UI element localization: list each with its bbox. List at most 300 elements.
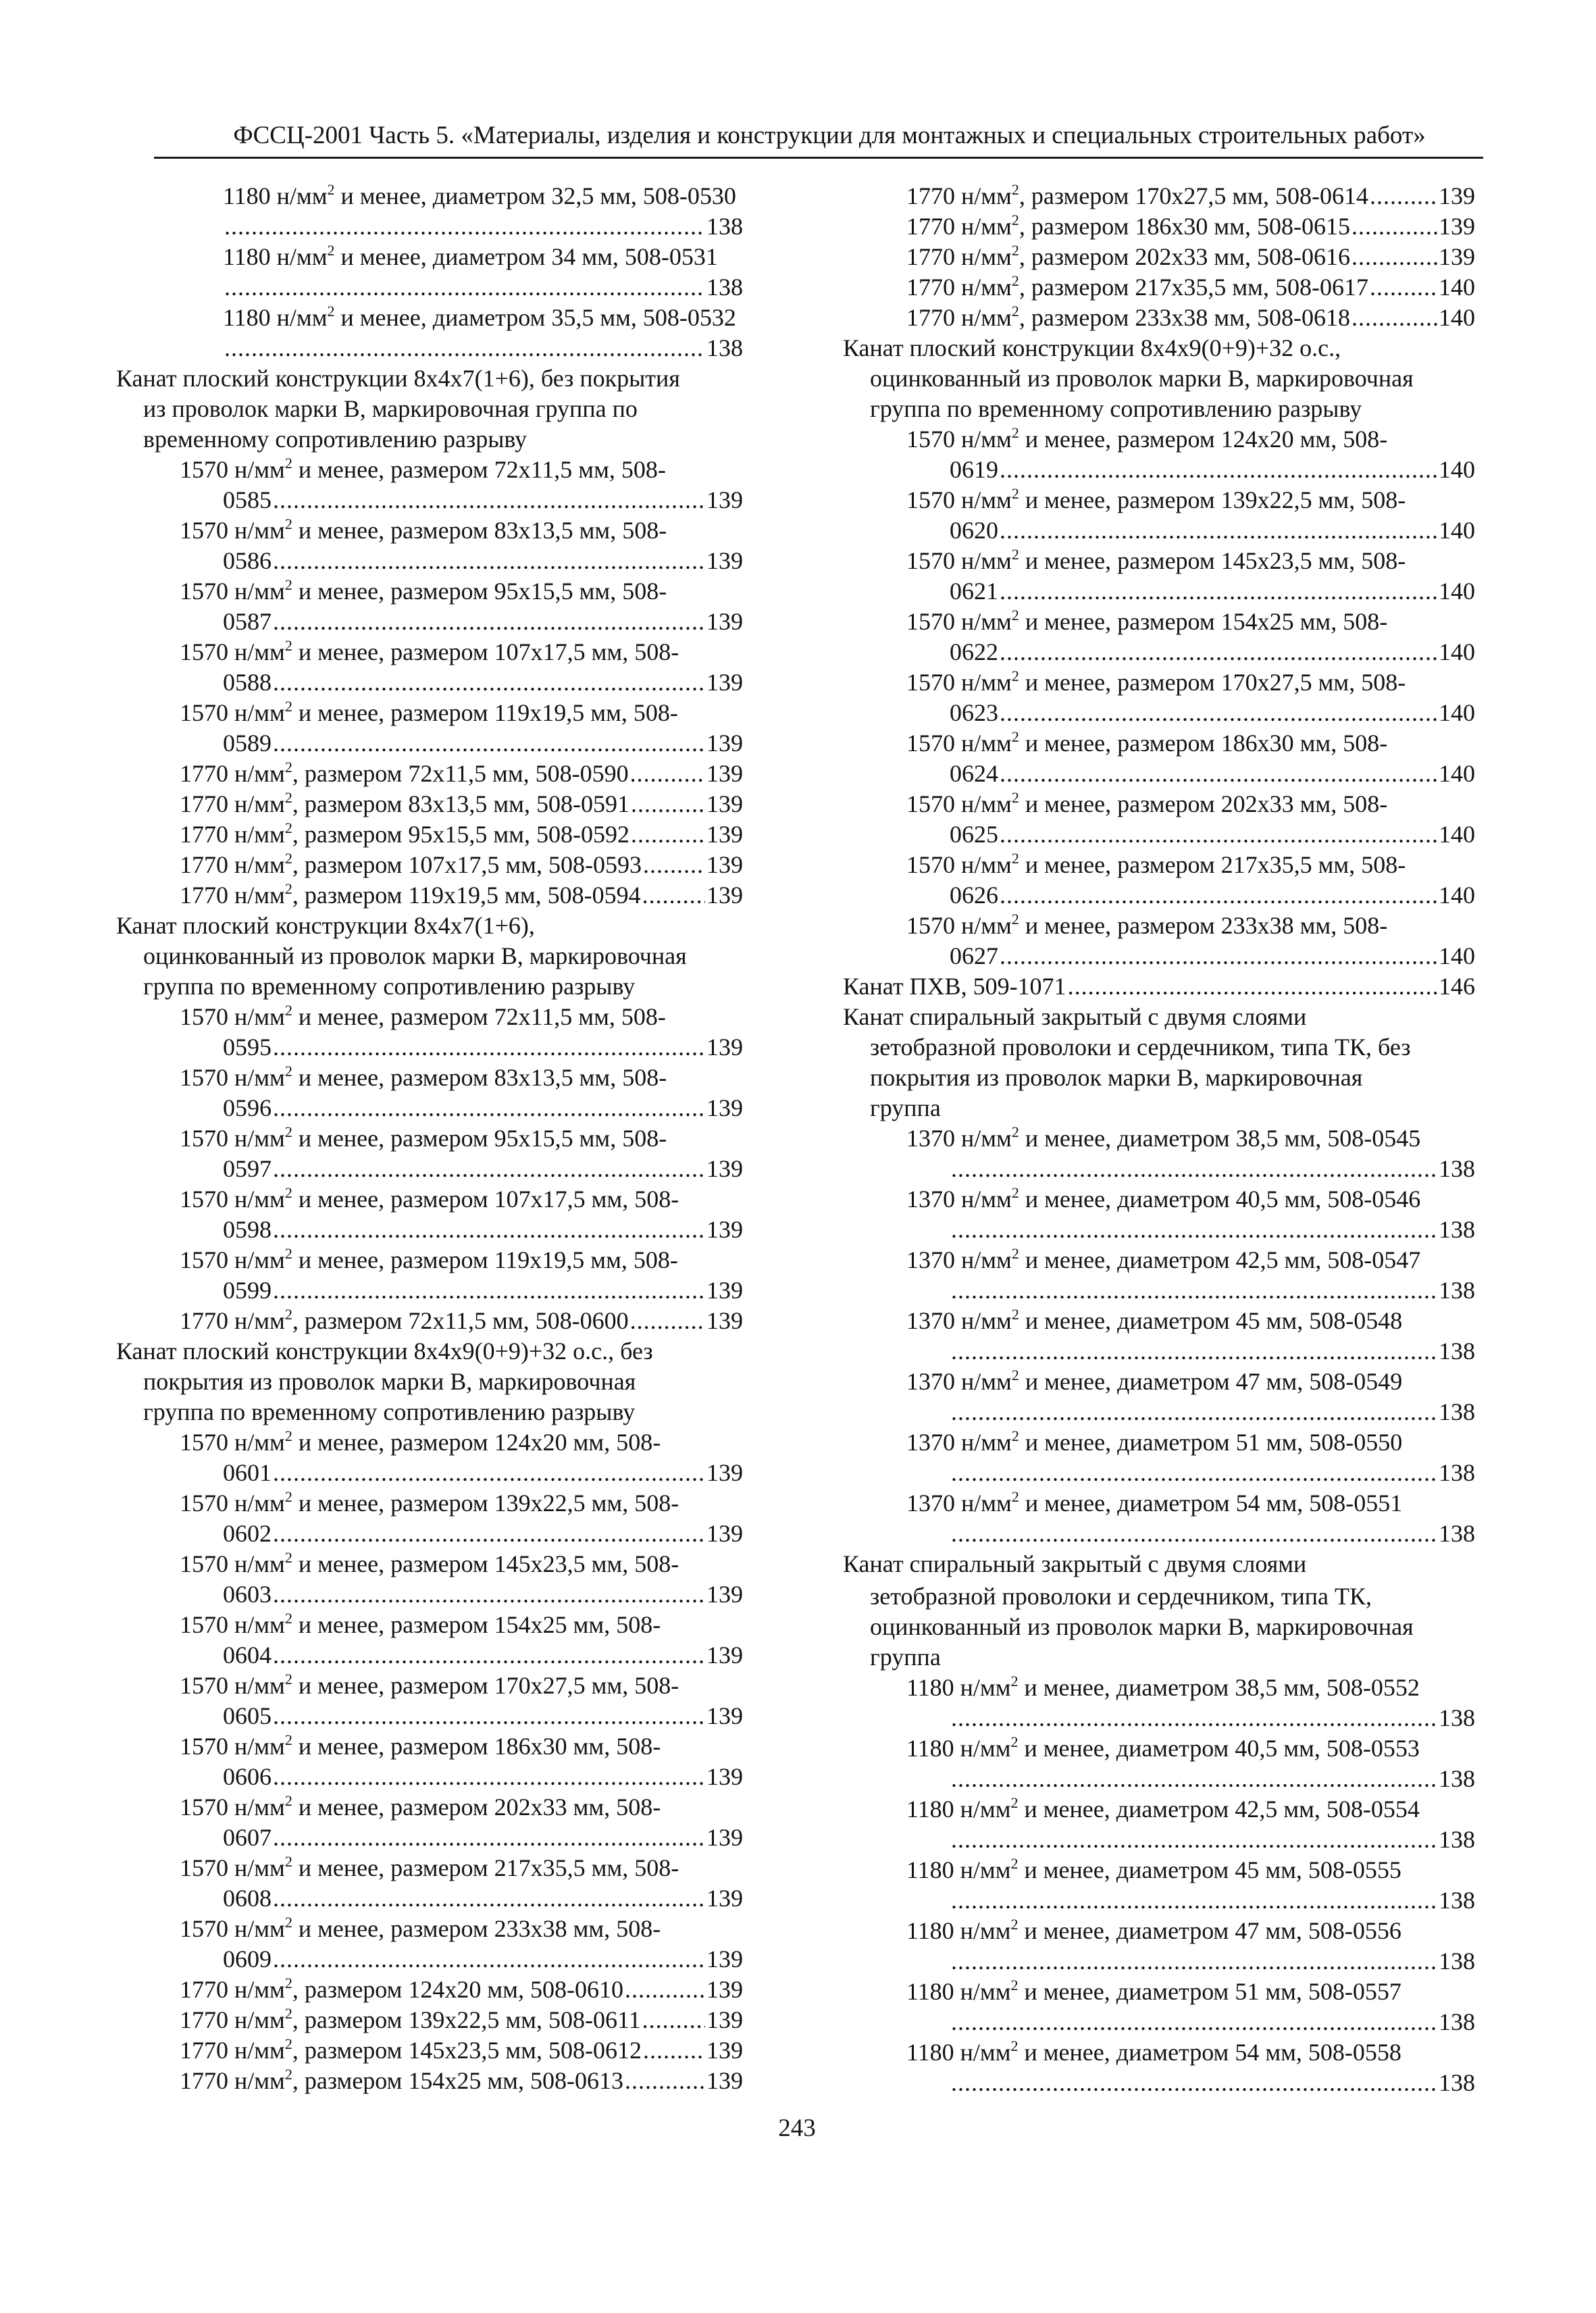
index-entry <box>116 576 743 607</box>
index-column-right <box>843 181 1475 2098</box>
index-entry <box>843 1275 1475 1306</box>
index-entry <box>116 637 743 667</box>
index-entry <box>843 1458 1475 1488</box>
entry-text: покрытия из проволок марки В, маркировочная <box>870 1064 1363 1091</box>
index-entry <box>843 1093 1475 1123</box>
entry-text: 0585 <box>223 486 272 513</box>
index-entry <box>116 941 743 971</box>
index-entry <box>843 1549 1475 1581</box>
dot-leader <box>1000 515 1437 546</box>
index-entry <box>116 1336 743 1367</box>
entry-text: 1770 $н/мм^2$, размером 83х13,5 мм, 508-0591 <box>180 789 629 817</box>
entry-text: 0619 <box>950 456 998 483</box>
entry-page-ref: 140 <box>1439 821 1475 848</box>
entry-page-ref: 146 <box>1439 973 1475 1000</box>
entry-text: 0587 <box>223 608 272 635</box>
entry-page-ref: 140 <box>1439 517 1475 544</box>
entry-text: 1570 $н/мм^2$ и менее, размером 72х11,5 мм, 508- <box>180 455 666 483</box>
dot-leader <box>273 1215 705 1245</box>
entry-text: 1570 $н/мм^2$ и менее, размером 233х38 мм, 508- <box>906 911 1388 939</box>
index-entry <box>843 1642 1475 1673</box>
entry-text: 1770 $н/мм^2$, размером 139х22,5 мм, 508-0611 <box>180 2005 641 2033</box>
index-entry <box>843 424 1475 455</box>
index-entry <box>116 1519 743 1549</box>
index-entry <box>116 667 743 698</box>
entry-text: 1370 $н/мм^2$ и менее, диаметром 47 мм, 508-0549 <box>906 1367 1403 1395</box>
entry-page-ref: 139 <box>706 1216 743 1243</box>
index-entry <box>843 242 1475 272</box>
entry-page-ref: 139 <box>706 1824 743 1851</box>
entry-text: 1770 $н/мм^2$, размером 72х11,5 мм, 508-0600 <box>180 1306 629 1334</box>
dot-leader <box>625 1975 705 2005</box>
entry-text: 0609 <box>223 1946 272 1973</box>
index-entry <box>116 971 743 1002</box>
index-entry <box>843 1764 1475 1794</box>
entry-page-ref: 138 <box>706 334 743 361</box>
entry-text: 0586 <box>223 547 272 574</box>
entry-text: 1570 $н/мм^2$ и менее, размером 217х35,5 мм, 508- <box>180 1853 679 1881</box>
entry-page-ref: 139 <box>706 760 743 787</box>
entry-page-ref: 138 <box>706 213 743 240</box>
dot-leader <box>1000 455 1437 485</box>
entry-text: оцинкованный из проволок марки В, маркировочная <box>870 365 1414 392</box>
entry-text: 1570 $н/мм^2$ и менее, размером 72х11,5 мм, 508- <box>180 1002 666 1030</box>
index-entry <box>116 1367 743 1397</box>
entry-text: 1770 $н/мм^2$, размером 170х27,5 мм, 508-0614 <box>906 181 1368 209</box>
index-entry <box>843 363 1475 394</box>
index-entry <box>843 2007 1475 2037</box>
entry-page-ref: 138 <box>1439 1155 1475 1182</box>
index-entry <box>843 941 1475 971</box>
entry-text: 1770 $н/мм^2$, размером 107х17,5 мм, 508-0593 <box>180 850 642 878</box>
entry-text: группа по временному сопротивлению разрыву <box>143 973 636 1000</box>
entry-page-ref: 138 <box>1439 1765 1475 1792</box>
entry-text: группа <box>870 1644 941 1671</box>
entry-text: 1770 $н/мм^2$, размером 95х15,5 мм, 508-0592 <box>180 819 629 848</box>
index-entry <box>116 455 743 485</box>
dot-leader <box>951 1519 1437 1549</box>
index-entry <box>843 819 1475 850</box>
index-entry <box>116 2066 743 2096</box>
index-entry <box>116 1823 743 1853</box>
dot-leader <box>951 1397 1437 1427</box>
entry-page-ref: 139 <box>1439 243 1475 270</box>
index-entry <box>843 1733 1475 1764</box>
entry-page-ref: 140 <box>1439 942 1475 969</box>
entry-text: 0624 <box>950 760 998 787</box>
entry-text: 1570 $н/мм^2$ и менее, размером 107х17,5 мм, 508- <box>180 1184 679 1213</box>
entry-text: зетобразной проволоки и сердечником, типа ТК, без <box>870 1034 1411 1061</box>
index-entry <box>116 1184 743 1215</box>
entry-text: 1370 $н/мм^2$ и менее, диаметром 38,5 мм, 508-0545 <box>906 1123 1421 1152</box>
entry-text: временному сопротивлению разрыву <box>143 426 527 453</box>
header-rule <box>154 157 1483 159</box>
entry-text: 0602 <box>223 1520 272 1547</box>
index-entry <box>843 2037 1475 2068</box>
dot-leader <box>273 1093 705 1123</box>
index-entry <box>116 607 743 637</box>
index-entry <box>843 1794 1475 1825</box>
entry-text: 1570 $н/мм^2$ и менее, размером 124х20 мм, 508- <box>906 424 1388 453</box>
entry-page-ref: 139 <box>706 790 743 817</box>
index-entry <box>843 698 1475 728</box>
entry-text: Канат плоский конструкции 8х4х9(0+9)+32 о.с., без <box>116 1338 653 1365</box>
entry-text: 0606 <box>223 1763 272 1790</box>
entry-text: 1570 $н/мм^2$ и менее, размером 233х38 мм, 508- <box>180 1914 661 1942</box>
entry-text: 0603 <box>223 1581 272 1608</box>
index-entry <box>116 880 743 911</box>
entry-page-ref: 138 <box>1439 2069 1475 2096</box>
index-entry <box>843 515 1475 546</box>
dot-leader <box>273 1701 705 1731</box>
entry-page-ref: 139 <box>706 2067 743 2094</box>
entry-text: оцинкованный из проволок марки В, маркировочная <box>870 1613 1414 1640</box>
index-entry <box>843 1946 1475 1977</box>
dot-leader <box>643 2035 705 2066</box>
entry-text: 1570 $н/мм^2$ и менее, размером 119х19,5 мм, 508- <box>180 698 678 726</box>
entry-text: 1570 $н/мм^2$ и менее, размером 139х22,5 мм, 508- <box>180 1488 679 1517</box>
entry-text: 1180 $н/мм^2$ и менее, диаметром 45 мм, 508-0555 <box>906 1855 1401 1883</box>
entry-text: 1180 $н/мм^2$ и менее, диаметром 32,5 мм, 508-0530 <box>223 181 736 209</box>
dot-leader <box>951 1336 1437 1367</box>
dot-leader <box>1352 211 1437 242</box>
entry-page-ref: 140 <box>1439 699 1475 726</box>
entry-page-ref: 138 <box>1439 1338 1475 1365</box>
entry-text: 1370 $н/мм^2$ и менее, диаметром 54 мм, 508-0551 <box>906 1488 1403 1517</box>
entry-page-ref: 140 <box>1439 274 1475 301</box>
index-entry <box>116 2005 743 2035</box>
entry-text: 1180 $н/мм^2$ и менее, диаметром 34 мм, 508-0531 <box>223 242 718 270</box>
entry-page-ref: 140 <box>1439 638 1475 665</box>
entry-text: 1570 $н/мм^2$ и менее, размером 154х25 мм, 508- <box>180 1610 661 1638</box>
dot-leader <box>951 1154 1437 1184</box>
entry-page-ref: 139 <box>706 1307 743 1334</box>
dot-leader <box>273 1458 705 1488</box>
index-entry <box>843 911 1475 941</box>
entry-text: 1570 $н/мм^2$ и менее, размером 170х27,5 мм, 508- <box>906 667 1406 696</box>
entry-text: 0608 <box>223 1885 272 1912</box>
entry-text: Канат спиральный закрытый с двумя слоями <box>843 1003 1307 1030</box>
entry-page-ref: 139 <box>706 1702 743 1729</box>
entry-page-ref: 138 <box>1439 1887 1475 1914</box>
index-entry <box>843 667 1475 698</box>
dot-leader <box>1000 698 1437 728</box>
dot-leader <box>273 1883 705 1914</box>
index-entry <box>843 1032 1475 1063</box>
index-entry <box>843 576 1475 607</box>
entry-text: 1770 $н/мм^2$, размером 145х23,5 мм, 508-0612 <box>180 2035 642 2064</box>
entry-page-ref: 139 <box>706 1277 743 1304</box>
index-entry <box>843 1885 1475 1916</box>
entry-text: 1770 $н/мм^2$, размером 186х30 мм, 508-0615 <box>906 211 1350 240</box>
entry-text: 1570 $н/мм^2$ и менее, размером 170х27,5 мм, 508- <box>180 1671 679 1699</box>
entry-text: 0598 <box>223 1216 272 1243</box>
entry-page-ref: 138 <box>1439 1948 1475 1975</box>
index-entry <box>843 272 1475 303</box>
index-entry <box>116 211 743 242</box>
index-entry <box>116 515 743 546</box>
entry-page-ref: 138 <box>1439 1459 1475 1486</box>
entry-text: 0621 <box>950 578 998 605</box>
index-entry <box>116 1215 743 1245</box>
entry-page-ref: 138 <box>1439 1520 1475 1547</box>
index-entry <box>843 1367 1475 1397</box>
dot-leader <box>631 819 705 850</box>
dot-leader <box>1000 759 1437 789</box>
index-entry <box>843 1855 1475 1885</box>
entry-text: 1570 $н/мм^2$ и менее, размером 95х15,5 мм, 508- <box>180 576 667 605</box>
entry-text: 0627 <box>950 942 998 969</box>
dot-leader <box>1068 971 1437 1002</box>
entry-text: 1770 $н/мм^2$, размером 154х25 мм, 508-0613 <box>180 2066 623 2094</box>
entry-text: Канат плоский конструкции 8х4х7(1+6), <box>116 912 535 939</box>
entry-page-ref: 139 <box>706 2037 743 2064</box>
dot-leader <box>951 1825 1437 1855</box>
entry-page-ref: 139 <box>706 882 743 909</box>
index-entry <box>116 485 743 515</box>
index-entry <box>116 789 743 819</box>
index-entry <box>843 1825 1475 1855</box>
dot-leader <box>642 880 705 911</box>
entry-text: 1180 $н/мм^2$ и менее, диаметром 47 мм, 508-0556 <box>906 1916 1401 1944</box>
index-entry <box>116 1123 743 1154</box>
index-entry <box>843 303 1475 333</box>
index-entry <box>116 850 743 880</box>
entry-text: 1570 $н/мм^2$ и менее, размером 83х13,5 мм, 508- <box>180 1063 667 1091</box>
entry-text: 1570 $н/мм^2$ и менее, размером 145х23,5 мм, 508- <box>180 1549 679 1577</box>
index-entry <box>116 1275 743 1306</box>
index-entry <box>843 455 1475 485</box>
dot-leader <box>951 1458 1437 1488</box>
index-entry <box>843 971 1475 1002</box>
index-entry <box>116 1032 743 1063</box>
entry-text: 0588 <box>223 669 272 696</box>
entry-text: 1370 $н/мм^2$ и менее, диаметром 45 мм, 508-0548 <box>906 1306 1403 1334</box>
dot-leader <box>273 1823 705 1853</box>
entry-page-ref: 139 <box>706 1034 743 1061</box>
index-entry <box>116 1883 743 1914</box>
index-entry <box>116 1458 743 1488</box>
index-entry <box>843 1488 1475 1519</box>
entry-page-ref: 139 <box>1439 182 1475 209</box>
index-entry <box>843 1977 1475 2007</box>
index-entry <box>116 1397 743 1427</box>
entry-text: 0589 <box>223 730 272 757</box>
entry-text: Канат спиральный закрытый с двумя слоями <box>843 1550 1307 1577</box>
entry-page-ref: 139 <box>706 1642 743 1669</box>
index-entry <box>843 1002 1475 1032</box>
index-entry <box>116 1640 743 1671</box>
dot-leader <box>273 1762 705 1792</box>
index-entry <box>843 880 1475 911</box>
entry-page-ref: 139 <box>706 1946 743 1973</box>
dot-leader <box>273 485 705 515</box>
dot-leader <box>224 211 705 242</box>
entry-text: 1370 $н/мм^2$ и менее, диаметром 51 мм, 508-0550 <box>906 1427 1403 1456</box>
dot-leader <box>273 728 705 759</box>
entry-text: 0599 <box>223 1277 272 1304</box>
index-entry <box>843 546 1475 576</box>
entry-page-ref: 139 <box>706 1976 743 2003</box>
entry-text: 0622 <box>950 638 998 665</box>
dot-leader <box>273 1032 705 1063</box>
index-entry <box>116 1610 743 1640</box>
index-entry <box>843 181 1475 211</box>
index-entry <box>843 1612 1475 1642</box>
entry-text: 1570 $н/мм^2$ и менее, размером 145х23,5 мм, 508- <box>906 546 1406 574</box>
entry-page-ref: 139 <box>706 669 743 696</box>
entry-text: 0601 <box>223 1459 272 1486</box>
entry-text: 1570 $н/мм^2$ и менее, размером 95х15,5 мм, 508- <box>180 1123 667 1152</box>
index-entry <box>843 728 1475 759</box>
entry-text: 1180 $н/мм^2$ и менее, диаметром 38,5 мм, 508-0552 <box>906 1673 1420 1701</box>
entry-page-ref: 139 <box>706 821 743 848</box>
entry-text: 0595 <box>223 1034 272 1061</box>
entry-page-ref: 139 <box>706 1094 743 1121</box>
index-entry <box>843 1123 1475 1154</box>
entry-page-ref: 140 <box>1439 760 1475 787</box>
entry-text: 1370 $н/мм^2$ и менее, диаметром 40,5 мм, 508-0546 <box>906 1184 1421 1213</box>
dot-leader <box>631 789 705 819</box>
index-entry <box>116 1914 743 1944</box>
dot-leader <box>273 1579 705 1610</box>
dot-leader <box>642 2005 705 2035</box>
dot-leader <box>951 1215 1437 1245</box>
index-entry <box>843 1336 1475 1367</box>
entry-text: 1770 $н/мм^2$, размером 72х11,5 мм, 508-0590 <box>180 759 629 787</box>
entry-page-ref: 140 <box>1439 882 1475 909</box>
entry-page-ref: 138 <box>1439 2008 1475 2035</box>
index-entry <box>116 1245 743 1275</box>
entry-text: 0597 <box>223 1155 272 1182</box>
index-entry <box>843 1245 1475 1275</box>
entry-text: 0596 <box>223 1094 272 1121</box>
dot-leader <box>643 850 705 880</box>
index-entry <box>843 485 1475 515</box>
index-entry <box>116 1792 743 1823</box>
index-entry <box>843 1581 1475 1612</box>
entry-page-ref: 139 <box>706 1763 743 1790</box>
entry-text: 0623 <box>950 699 998 726</box>
index-entry <box>843 333 1475 363</box>
entry-text: 1180 $н/мм^2$ и менее, диаметром 40,5 мм, 508-0553 <box>906 1733 1420 1762</box>
entry-text: Канат ПХВ, 509-1071 <box>843 973 1066 1000</box>
index-entry <box>843 759 1475 789</box>
entry-page-ref: 138 <box>1439 1216 1475 1243</box>
dot-leader <box>1000 576 1437 607</box>
entry-page-ref: 140 <box>1439 456 1475 483</box>
entry-page-ref: 139 <box>706 608 743 635</box>
dot-leader <box>1000 819 1437 850</box>
index-entry <box>116 1063 743 1093</box>
dot-leader <box>273 667 705 698</box>
index-entry <box>116 911 743 941</box>
index-entry <box>116 1701 743 1731</box>
index-entry <box>843 1306 1475 1336</box>
dot-leader <box>224 333 705 363</box>
index-entry <box>116 181 743 211</box>
entry-text: 1570 $н/мм^2$ и менее, размером 107х17,5 мм, 508- <box>180 637 679 665</box>
index-entry <box>843 789 1475 819</box>
dot-leader <box>951 1275 1437 1306</box>
entry-text: группа по временному сопротивлению разрыву <box>143 1398 636 1425</box>
entry-text: 1570 $н/мм^2$ и менее, размером 119х19,5 мм, 508- <box>180 1245 678 1273</box>
index-entry <box>116 1762 743 1792</box>
entry-text: 1180 $н/мм^2$ и менее, диаметром 42,5 мм, 508-0554 <box>906 1794 1420 1823</box>
index-entry <box>843 637 1475 667</box>
index-entry <box>116 1154 743 1184</box>
index-entry <box>116 242 743 272</box>
dot-leader <box>273 1275 705 1306</box>
index-entry <box>116 759 743 789</box>
entry-page-ref: 138 <box>706 274 743 301</box>
index-entry <box>843 1397 1475 1427</box>
entry-text: 1570 $н/мм^2$ и менее, размером 202х33 мм, 508- <box>906 789 1388 817</box>
entry-text: зетобразной проволоки и сердечником, типа ТК, <box>870 1583 1372 1610</box>
entry-text: 1770 $н/мм^2$, размером 233х38 мм, 508-0618 <box>906 303 1350 331</box>
entry-page-ref: 139 <box>706 1155 743 1182</box>
dot-leader <box>630 1306 705 1336</box>
index-entry <box>116 1093 743 1123</box>
index-entry <box>116 2035 743 2066</box>
entry-text: 0626 <box>950 882 998 909</box>
dot-leader <box>625 2066 705 2096</box>
index-entry <box>116 819 743 850</box>
dot-leader <box>951 2068 1437 2098</box>
index-entry <box>116 1944 743 1975</box>
dot-leader <box>1000 637 1437 667</box>
dot-leader <box>1000 941 1437 971</box>
entry-text: 1570 $н/мм^2$ и менее, размером 139х22,5 мм, 508- <box>906 485 1406 513</box>
index-entry <box>843 1519 1475 1549</box>
entry-text: 1180 $н/мм^2$ и менее, диаметром 35,5 мм, 508-0532 <box>223 303 736 331</box>
index-entry <box>843 1215 1475 1245</box>
index-entry <box>116 1975 743 2005</box>
entry-text: 1180 $н/мм^2$ и менее, диаметром 51 мм, 508-0557 <box>906 1977 1401 2005</box>
index-entry <box>843 1703 1475 1733</box>
entry-page-ref: 140 <box>1439 304 1475 331</box>
dot-leader <box>1370 181 1437 211</box>
entry-text: 1370 $н/мм^2$ и менее, диаметром 42,5 мм, 508-0547 <box>906 1245 1421 1273</box>
index-entry <box>116 363 743 394</box>
index-entry <box>843 1063 1475 1093</box>
dot-leader <box>1000 880 1437 911</box>
index-entry <box>116 1671 743 1701</box>
dot-leader <box>951 1946 1437 1977</box>
entry-text: 1770 $н/мм^2$, размером 217х35,5 мм, 508-0617 <box>906 272 1368 301</box>
dot-leader <box>951 1703 1437 1733</box>
entry-page-ref: 139 <box>706 1885 743 1912</box>
index-entry <box>843 1154 1475 1184</box>
index-entry <box>843 850 1475 880</box>
entry-text: 1570 $н/мм^2$ и менее, размером 186х30 мм, 508- <box>906 728 1388 757</box>
index-entry <box>843 1427 1475 1458</box>
index-entry <box>116 1427 743 1458</box>
entry-text: 1570 $н/мм^2$ и менее, размером 83х13,5 мм, 508- <box>180 515 667 544</box>
entry-page-ref: 139 <box>706 1459 743 1486</box>
entry-page-ref: 138 <box>1439 1398 1475 1425</box>
index-entry <box>116 546 743 576</box>
index-entry <box>843 1184 1475 1215</box>
index-entry <box>116 1549 743 1579</box>
index-entry <box>116 698 743 728</box>
entry-page-ref: 139 <box>706 486 743 513</box>
entry-text: 1570 $н/мм^2$ и менее, размером 217х35,5 мм, 508- <box>906 850 1406 878</box>
entry-page-ref: 139 <box>1439 213 1475 240</box>
index-entry <box>116 333 743 363</box>
index-entry <box>116 1731 743 1762</box>
entry-page-ref: 139 <box>706 2006 743 2033</box>
